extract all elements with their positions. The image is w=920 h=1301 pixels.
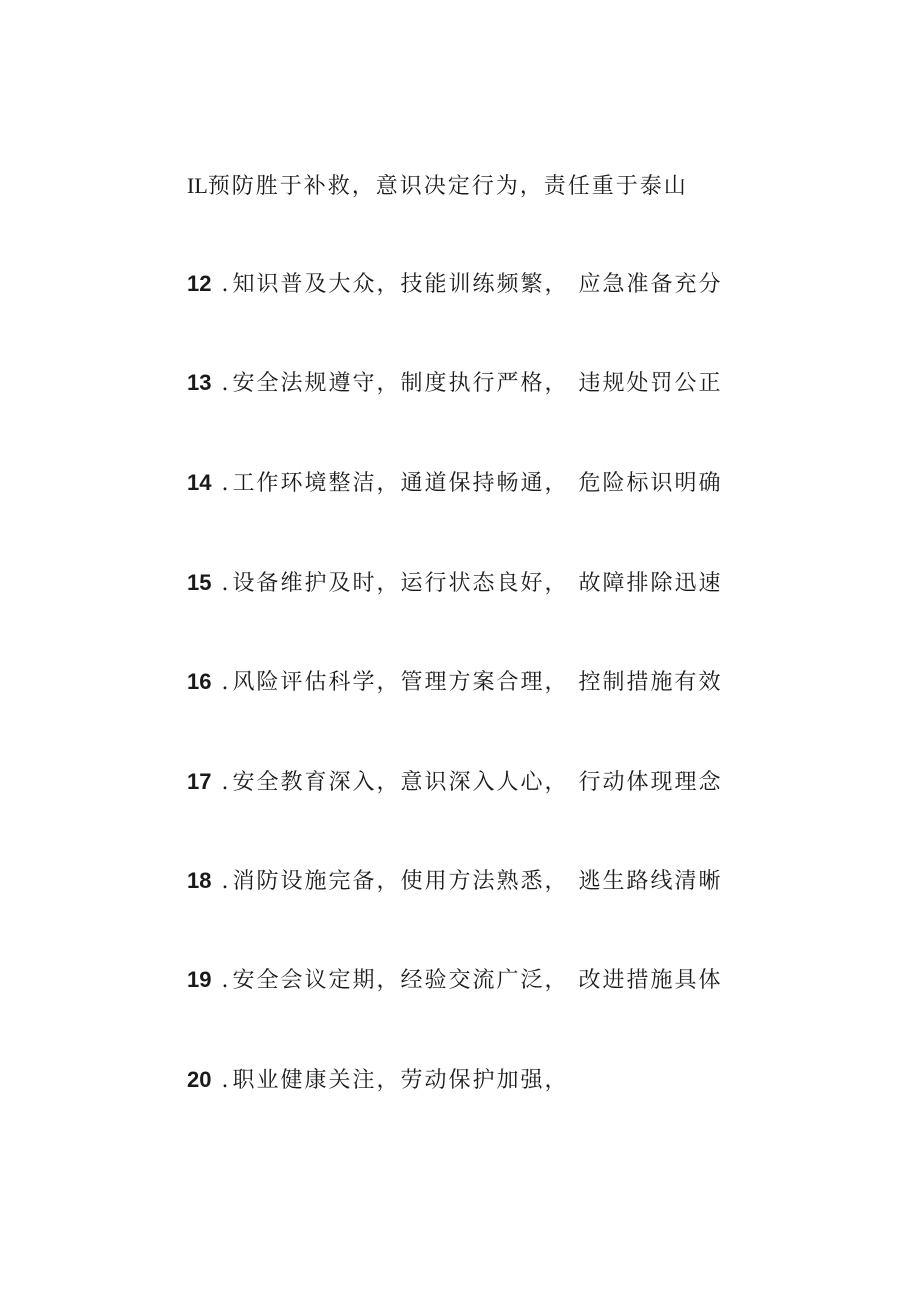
line-number: 16: [187, 669, 212, 694]
line-text-tail: 责任重于泰山: [543, 174, 688, 199]
line-separator: .: [221, 272, 229, 297]
slogan-line-15: [187, 563, 747, 603]
line-text-head: 消防设施完备，使用方法熟悉，: [232, 869, 569, 894]
line-separator: .: [221, 968, 229, 993]
line-separator: .: [221, 670, 229, 695]
line-separator: .: [221, 1068, 229, 1093]
line-number: 18: [187, 868, 212, 893]
line-text-tail: 行动体现理念: [578, 770, 723, 795]
line-text-tail: 危险标识明确: [578, 471, 723, 496]
line-text-head: 设备维护及时，运行状态良好，: [232, 571, 569, 596]
slogan-line-18: [187, 861, 747, 901]
line-text-tail: 控制措施有效: [578, 670, 723, 695]
slogan-line-20: [187, 1060, 747, 1100]
line-text-tail: 逃生路线清晰: [578, 869, 723, 894]
line-number: 14: [187, 470, 212, 495]
line-text-head: 安全会议定期，经验交流广泛，: [232, 968, 569, 993]
line-text-head: 职业健康关注，劳动保护加强，: [232, 1068, 569, 1093]
slogan-line-13: [187, 363, 747, 403]
line-text-tail: 改进措施具体: [578, 968, 723, 993]
line-text-head: 安全法规遵守，制度执行严格，: [232, 371, 569, 396]
line-separator: .: [221, 571, 229, 596]
line-text-tail: 违规处罚公正: [578, 371, 723, 396]
line-number: 20: [187, 1067, 212, 1092]
line-text-head: 知识普及大众，技能训练频繁，: [232, 272, 569, 297]
line-text-head: 安全教育深入，意识深入人心，: [232, 770, 569, 795]
line-number: 12: [187, 271, 212, 296]
line-number: 19: [187, 967, 212, 992]
slogan-line-14: [187, 463, 747, 503]
slogan-line-12: [187, 264, 747, 304]
line-number: IL: [187, 173, 208, 198]
line-separator: .: [221, 371, 229, 396]
line-text-tail: 应急准备充分: [578, 272, 723, 297]
line-separator: .: [221, 770, 229, 795]
line-separator: .: [221, 869, 229, 894]
line-number: 17: [187, 769, 212, 794]
line-number: 15: [187, 570, 212, 595]
line-text-head: 预防胜于补救，意识决定行为，: [207, 174, 544, 199]
slogan-line-16: [187, 662, 747, 702]
slogan-line-11: [187, 166, 747, 206]
line-text-tail: 故障排除迅速: [578, 571, 723, 596]
line-separator: .: [221, 471, 229, 496]
slogan-line-19: [187, 960, 747, 1000]
line-number: 13: [187, 370, 212, 395]
slogan-line-17: [187, 762, 747, 802]
line-text-head: 风险评估科学，管理方案合理，: [232, 670, 569, 695]
line-text-head: 工作环境整洁，通道保持畅通，: [232, 471, 569, 496]
